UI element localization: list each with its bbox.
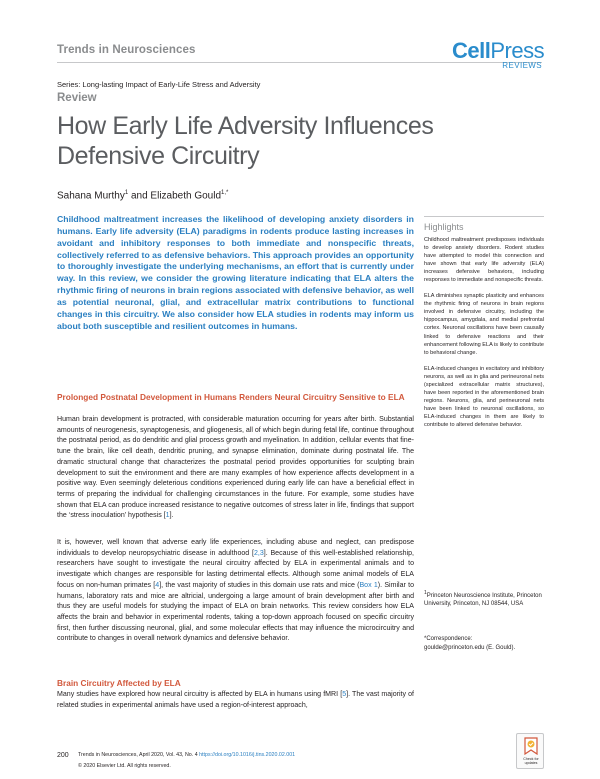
correspondence-line <box>424 645 515 651</box>
body-paragraph-3 <box>57 690 414 711</box>
paragraph-text: ]. Because of this well-established relationship, researchers have sought to investigate the neural circuitry affected by ELA in experimental animals and to investigate which changes are responsible for lasting detrimental effects. Although some animal models of ELA focus on non-human primates [ <box>57 549 415 589</box>
abstract: Childhood maltreatment increases the likelihood of developing anxiety disorders in humans. Early life adversity (ELA) paradigms in rodents produce lasting increases in avoidant and inhibitory responses to both immediate and nonspecific threats, collectively referred to as defensive behaviors. This approach provides an opportunity to thoroughly investigate the underlying mechanisms, an effort that is currently under way. In this review, we consider the growing literature indicating that ELA alters the rhythmic firing of neurons in brain regions associated with defensive behavior, as well as potential neuronal, glial, and extracellular matrix contributions to functional changes in this circuitry. We also consider how ELA studies in rodents may inform us about both susceptible and resilient outcomes in humans. <box>57 214 414 331</box>
body-paragraph-2 <box>57 538 414 645</box>
paragraph-text: It is, however, well known that adverse early life experiences, including abuse and neglect, can predispose individuals to develop neuropsychiatric disease in adulthood [ <box>57 539 414 557</box>
badge-line: Check for <box>523 757 539 761</box>
paragraph-text: ]. The vast majority of related studies in experimental animals have used a region-of-interest approach, <box>57 691 415 709</box>
doi-link[interactable]: https://doi.org/10.1016/j.tins.2020.02.001 <box>199 752 296 758</box>
correspondence-name: (E. Gould). <box>484 645 516 651</box>
bookmark-check-icon <box>523 737 539 755</box>
box-link[interactable]: Box 1 <box>359 581 378 589</box>
author-affiliation-mark: 1,* <box>221 190 229 196</box>
highlight-item: Childhood maltreatment predisposes individuals to develop anxiety disorders. Rodent studies have attempted to model this connection and have shown that early life adversity (ELA) increases defensive behaviors, including responses to immediate and nonspecific threats. <box>424 237 544 284</box>
logo-wordmark <box>452 40 544 62</box>
check-for-updates-badge[interactable] <box>516 733 544 769</box>
page-number: 200 <box>57 752 69 759</box>
author-affiliation-mark: 1 <box>124 190 129 196</box>
badge-label <box>518 757 544 766</box>
footer-citation <box>78 752 295 758</box>
paragraph-text: Many studies have explored how neural circuitry is affected by ELA in humans using fMRI [ <box>57 691 343 698</box>
logo-cell-text: Cell <box>452 38 491 63</box>
body-paragraph-1 <box>57 415 414 522</box>
paragraph-text: ]. <box>169 512 174 520</box>
citation-link[interactable]: 5 <box>342 691 347 698</box>
highlight-item: ELA-induced changes in excitatory and inhibitory neurons, as well as in glia and perineuronal nets (specialized extracellular matrix structures), have been reported in the aforementioned brain regions. Neurons, glia, and perineuronal nets have been linked to neuronal oscillations, so ELA-induced changes in them are likely to contribute to altered defensive behavior. <box>424 365 544 428</box>
author-list <box>57 190 228 201</box>
cellpress-logo[interactable] <box>452 40 544 76</box>
series-line: Series: Long-lasting Impact of Early-Life Stress and Adversity <box>57 80 261 89</box>
citation-link[interactable]: 1 <box>165 512 170 520</box>
copyright-notice: © 2020 Elsevier Ltd. All rights reserved. <box>78 763 171 769</box>
correspondence-label: *Correspondence: <box>424 636 473 642</box>
affiliation-mark: 1 <box>424 590 427 596</box>
affiliation-text: Princeton Neuroscience Institute, Princeton University, Princeton, NJ 08544, USA <box>424 593 542 608</box>
highlight-item: ELA diminishes synaptic plasticity and enhances the rhythmic firing of neurons in brain regions involved in defensive circuitry, including the hippocampus, amygdala, and medial prefrontal cortex. Neuronal oscillations have been causally linked to defensive reactions and their enhancement following ELA is likely to contribute to behavioral change. <box>424 293 544 356</box>
paragraph-text: Human brain development is protracted, with considerable maturation occurring for years after birth. Substantial amounts of neurogenesis, synaptogenesis, and gliogenesis, all of which begin during fetal life, continue throughout the postnatal period, as do dendritic and glial process growth and myelination. In addition, cellular events that fine-tune the brain, like cell death, dendritic pruning, and synapse elimination, dominate during postnatal life. The dramatic structural change that characterizes the postnatal period provides opportunities for sculpting brain development to suit the environment and there are many examples of how experience affects development in a positive way. Even seemingly deleterious conditions experienced during early life can have a beneficial effect in terms of preparing the individual for challenging circumstances in the future. For example, some studies have shown that ELA can produce increased resistance to negative outcomes of stress later in life, findings that support the ‘stress inoculation’ hypothesis [ <box>57 416 414 520</box>
article-title: How Early Life Adversity Influences Defensive Circuitry <box>57 112 434 170</box>
author-name: Elizabeth Gould <box>150 190 222 202</box>
section-heading-circuitry: Brain Circuitry Affected by ELA <box>57 678 181 688</box>
highlights-title: Highlights <box>424 222 464 232</box>
journal-name: Trends in Neurosciences <box>57 44 196 56</box>
citation-text: Trends in Neurosciences, April 2020, Vol. 43, No. 4 <box>78 752 200 758</box>
citation-link[interactable]: 2,3 <box>253 549 264 557</box>
article-type: Review <box>57 92 97 104</box>
logo-reviews-text: REVIEWS <box>502 61 542 70</box>
logo-press-text: Press <box>490 38 545 63</box>
correspondence-email-link[interactable]: goulde@princeton.edu <box>424 645 485 651</box>
paragraph-text: ], the vast majority of studies in this domain use rats and mice ( <box>159 581 360 589</box>
author-conjunction: and <box>128 190 151 202</box>
highlights-box <box>424 216 544 437</box>
citation-link[interactable]: 4 <box>155 581 160 589</box>
affiliation <box>424 589 544 609</box>
author-name: Sahana Murthy <box>57 190 125 202</box>
badge-line: updates <box>524 761 538 766</box>
section-heading-postnatal: Prolonged Postnatal Development in Humans Renders Neural Circuitry Sensitive to ELA <box>57 392 405 402</box>
paragraph-text: ). Similar to humans, laboratory rats and mice are altricial, undergoing a large amount of brain development after birth and thus they are useful models for studying the impact of ELA on brain networks. This review considers how ELA affects the brain and behavior in experimental rodents, taking a top-down approach focused on specific circuitry first, then further discussing neuronal, glial, and some molecular effects that may influence the microcircuitry and contribute to changes in overall network dynamics and defensive behavior. <box>57 581 414 643</box>
